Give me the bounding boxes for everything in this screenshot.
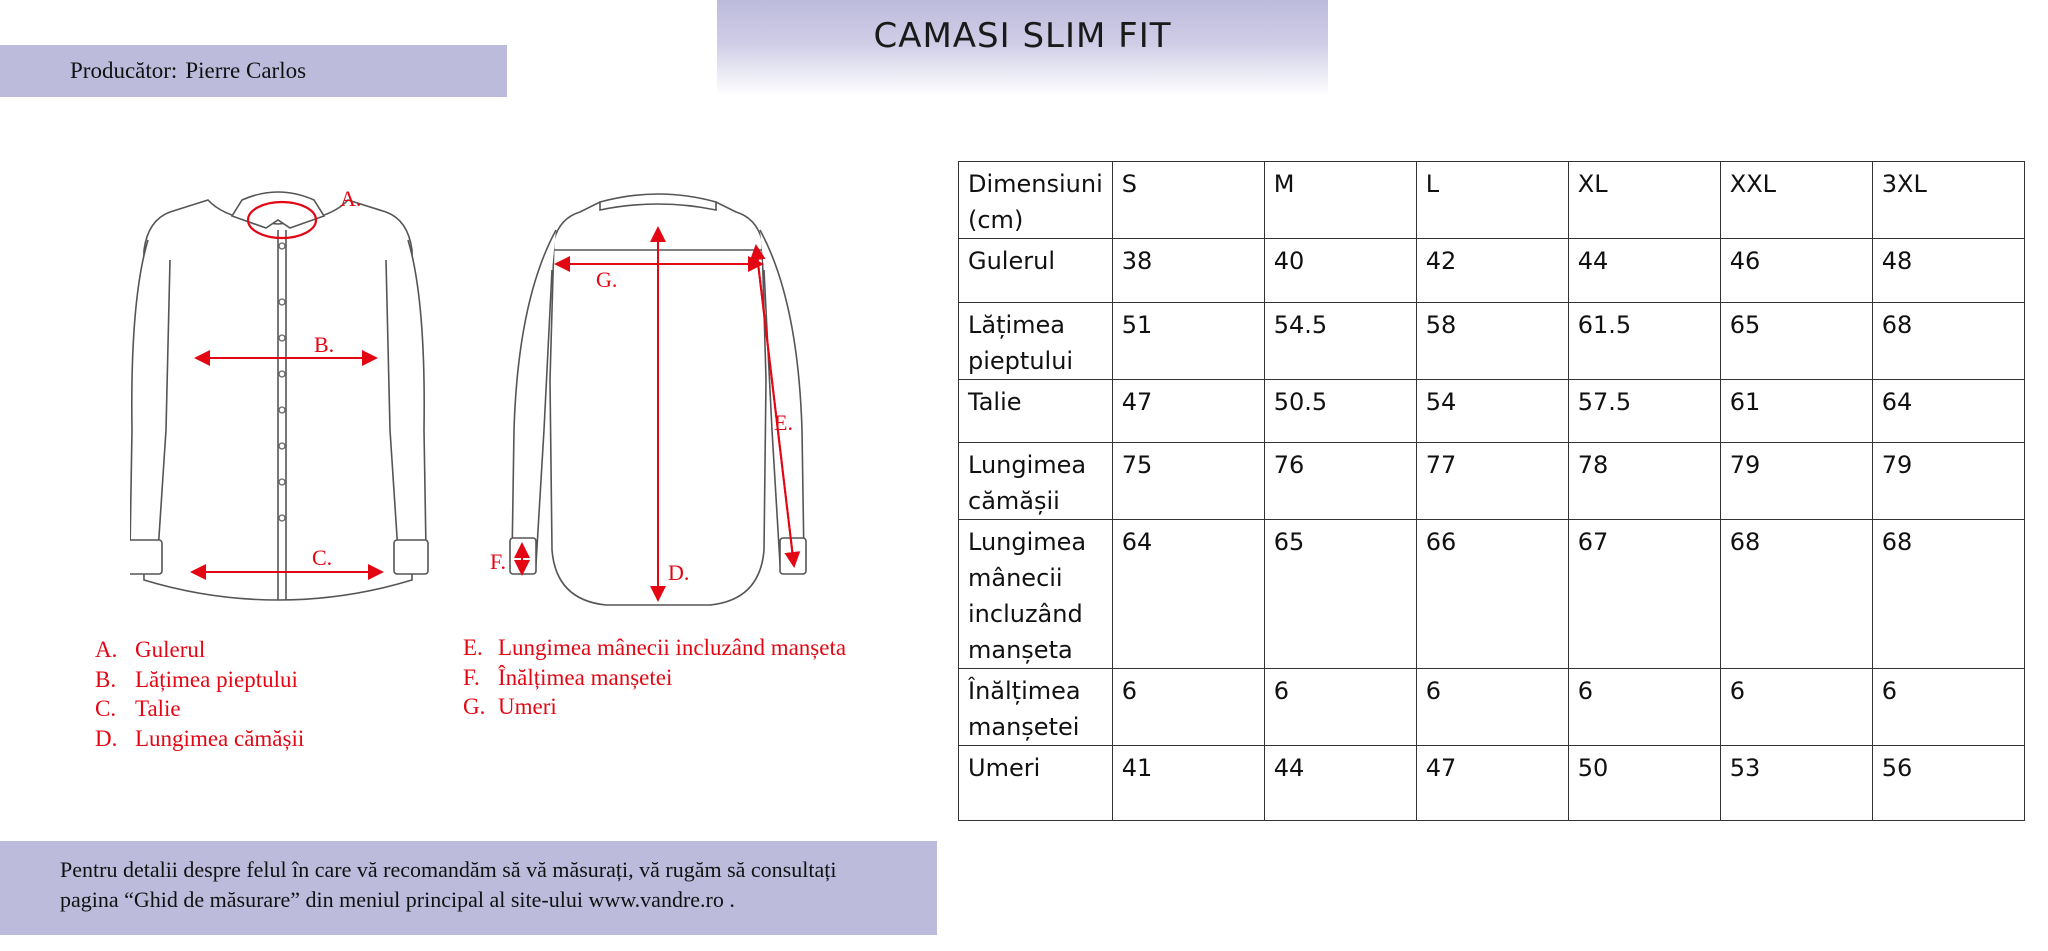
table-cell: 44 [1264, 746, 1416, 821]
table-cell: 68 [1720, 520, 1872, 669]
table-row [959, 239, 2025, 303]
table-cell: 6 [1416, 669, 1568, 746]
table-cell: 75 [1112, 443, 1264, 520]
note-text [60, 855, 836, 915]
table-cell: 61.5 [1568, 303, 1720, 380]
table-cell: 47 [1112, 380, 1264, 443]
label-g: G. [596, 267, 618, 292]
legend-right [463, 633, 846, 722]
legend-item: D. Lungimea cămășii [95, 725, 305, 751]
shirt-back-diagram [480, 180, 820, 620]
table-row [959, 746, 2025, 821]
table-cell: 42 [1416, 239, 1568, 303]
table-cell: 77 [1416, 443, 1568, 520]
producer-name: Pierre Carlos [185, 58, 307, 83]
table-cell: 6 [1264, 669, 1416, 746]
table-cell: 58 [1416, 303, 1568, 380]
table-cell: 61 [1720, 380, 1872, 443]
legend-left [95, 635, 304, 753]
producer-label: Producător: [70, 58, 178, 83]
size-m: M [1264, 162, 1416, 239]
row-label: Umeri [959, 746, 1113, 821]
label-c: C. [312, 545, 333, 570]
table-cell: 6 [1872, 669, 2024, 746]
table-cell: 79 [1720, 443, 1872, 520]
table-row [959, 443, 2025, 520]
table-cell: 64 [1872, 380, 2024, 443]
producer-banner [0, 45, 507, 97]
label-e: E. [774, 410, 793, 435]
row-label: Gulerul [959, 239, 1113, 303]
table-cell: 79 [1872, 443, 2024, 520]
note-line-2: pagina “Ghid de măsurare” din meniul principal al site-ului www.vandre.ro . [60, 887, 735, 912]
size-table [958, 161, 2025, 821]
label-f: F. [490, 549, 506, 574]
table-cell: 68 [1872, 520, 2024, 669]
table-cell: 67 [1568, 520, 1720, 669]
table-cell: 57.5 [1568, 380, 1720, 443]
table-cell: 65 [1264, 520, 1416, 669]
table-cell: 50 [1568, 746, 1720, 821]
table-cell: 40 [1264, 239, 1416, 303]
table-cell: 66 [1416, 520, 1568, 669]
table-row [959, 380, 2025, 443]
size-l: L [1416, 162, 1568, 239]
table-cell: 54.5 [1264, 303, 1416, 380]
table-cell: 54 [1416, 380, 1568, 443]
table-cell: 51 [1112, 303, 1264, 380]
size-3xl: 3XL [1872, 162, 2024, 239]
label-d: D. [668, 560, 690, 585]
table-cell: 76 [1264, 443, 1416, 520]
table-header-row [959, 162, 2025, 239]
table-cell: 6 [1720, 669, 1872, 746]
row-label: Lățimea pieptului [959, 303, 1113, 380]
table-cell: 41 [1112, 746, 1264, 821]
label-a: A. [340, 186, 362, 211]
size-xl: XL [1568, 162, 1720, 239]
row-label: Lungimea mânecii incluzând manșeta [959, 520, 1113, 669]
table-cell: 44 [1568, 239, 1720, 303]
legend-item: B. Lățimea pieptului [95, 666, 298, 692]
legend-item: G. Umeri [463, 694, 557, 719]
legend-item: C. Talie [95, 696, 181, 721]
table-cell: 78 [1568, 443, 1720, 520]
row-label: Talie [959, 380, 1113, 443]
table-cell: 53 [1720, 746, 1872, 821]
size-xxl: XXL [1720, 162, 1872, 239]
legend-item: A. Gulerul [95, 637, 206, 662]
table-cell: 56 [1872, 746, 2024, 821]
shirt-front-diagram [130, 180, 450, 620]
table-cell: 48 [1872, 239, 2024, 303]
table-row [959, 303, 2025, 380]
table-header-cell: Dimensiuni (cm) [959, 162, 1113, 239]
table-row [959, 520, 2025, 669]
row-label: Lungimea cămășii [959, 443, 1113, 520]
table-cell: 50.5 [1264, 380, 1416, 443]
table-cell: 68 [1872, 303, 2024, 380]
measurement-note [0, 841, 937, 935]
title-banner [717, 0, 1328, 96]
row-label: Înălțimea manșetei [959, 669, 1113, 746]
table-cell: 6 [1568, 669, 1720, 746]
table-cell: 38 [1112, 239, 1264, 303]
size-s: S [1112, 162, 1264, 239]
table-cell: 65 [1720, 303, 1872, 380]
table-row [959, 669, 2025, 746]
note-line-1: Pentru detalii despre felul în care vă recomandăm să vă măsurați, vă rugăm să consultați [60, 857, 837, 882]
table-cell: 6 [1112, 669, 1264, 746]
legend-item: F. Înălțimea manșetei [463, 664, 673, 690]
page-title: CAMASI SLIM FIT [873, 16, 1172, 56]
table-cell: 46 [1720, 239, 1872, 303]
table-cell: 64 [1112, 520, 1264, 669]
label-b: B. [314, 332, 335, 357]
table-cell: 47 [1416, 746, 1568, 821]
legend-item: E. Lungimea mânecii incluzând manșeta [463, 635, 847, 660]
